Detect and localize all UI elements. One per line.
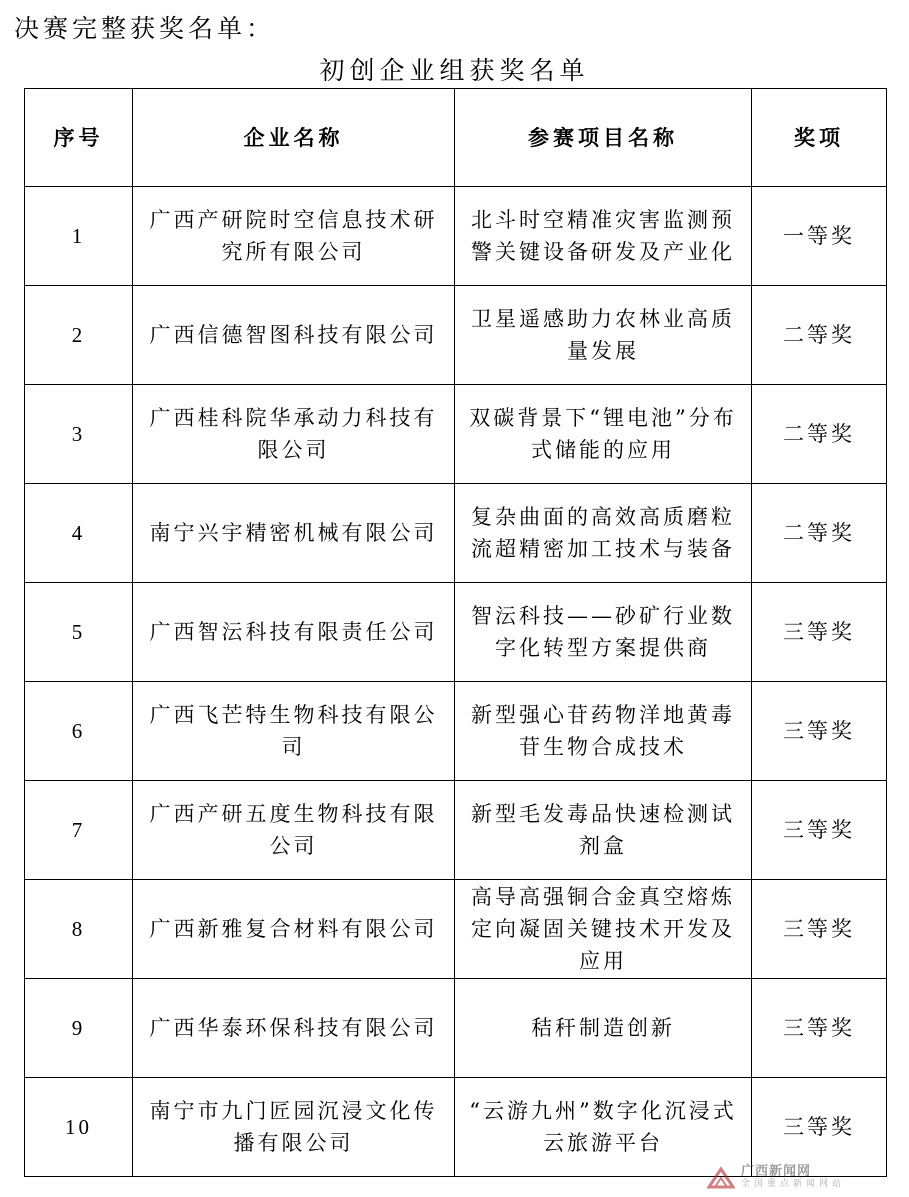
row-number: 7 [25, 781, 133, 880]
project-name: 复杂曲面的高效高质磨粒流超精密加工技术与装备 [455, 484, 752, 583]
table-header-row [25, 89, 887, 187]
news-site-watermark [707, 1163, 903, 1193]
table-row [25, 979, 887, 1078]
row-number: 1 [25, 187, 133, 286]
table-row [25, 781, 887, 880]
company-name: 广西智沄科技有限责任公司 [133, 583, 455, 682]
award-level: 三等奖 [752, 979, 887, 1078]
project-name: “云游九州”数字化沉浸式云旅游平台 [455, 1078, 752, 1177]
table-row [25, 880, 887, 979]
header-award: 奖项 [752, 89, 887, 187]
company-name: 广西桂科院华承动力科技有限公司 [133, 385, 455, 484]
table-row [25, 583, 887, 682]
company-name: 广西产研院时空信息技术研究所有限公司 [133, 187, 455, 286]
row-number: 3 [25, 385, 133, 484]
company-name: 南宁兴宇精密机械有限公司 [133, 484, 455, 583]
watermark-subtitle: 全国重点新闻网站 [741, 1179, 846, 1189]
row-number: 10 [25, 1078, 133, 1177]
site-logo-icon [707, 1165, 735, 1191]
watermark-title: 广西新闻网 [741, 1164, 812, 1179]
table-row [25, 682, 887, 781]
company-name: 广西华泰环保科技有限公司 [133, 979, 455, 1078]
award-level: 三等奖 [752, 880, 887, 979]
row-number: 8 [25, 880, 133, 979]
award-level: 二等奖 [752, 385, 887, 484]
award-level: 三等奖 [752, 1078, 887, 1177]
award-level: 三等奖 [752, 781, 887, 880]
company-name: 广西飞芒特生物科技有限公司 [133, 682, 455, 781]
company-name: 广西新雅复合材料有限公司 [133, 880, 455, 979]
table-title: 初创企业组获奖名单 [319, 56, 590, 85]
project-name: 北斗时空精准灾害监测预警关键设备研发及产业化 [455, 187, 752, 286]
project-name: 智沄科技——砂矿行业数字化转型方案提供商 [455, 583, 752, 682]
award-level: 二等奖 [752, 286, 887, 385]
table-row [25, 187, 887, 286]
table-row [25, 484, 887, 583]
project-name: 新型毛发毒品快速检测试剂盒 [455, 781, 752, 880]
table-row [25, 385, 887, 484]
company-name: 南宁市九门匠园沉浸文化传播有限公司 [133, 1078, 455, 1177]
project-name: 卫星遥感助力农林业高质量发展 [455, 286, 752, 385]
header-project: 参赛项目名称 [455, 89, 752, 187]
row-number: 4 [25, 484, 133, 583]
project-name: 新型强心苷药物洋地黄毒苷生物合成技术 [455, 682, 752, 781]
award-level: 二等奖 [752, 484, 887, 583]
header-number: 序号 [25, 89, 133, 187]
company-name: 广西信德智图科技有限公司 [133, 286, 455, 385]
project-name: 秸秆制造创新 [455, 979, 752, 1078]
page-heading: 决赛完整获奖名单： [14, 14, 276, 43]
header-company: 企业名称 [133, 89, 455, 187]
company-name: 广西产研五度生物科技有限公司 [133, 781, 455, 880]
awards-table [24, 88, 887, 1177]
table-row [25, 286, 887, 385]
row-number: 6 [25, 682, 133, 781]
project-name: 高导高强铜合金真空熔炼定向凝固关键技术开发及应用 [455, 880, 752, 979]
award-level: 一等奖 [752, 187, 887, 286]
row-number: 2 [25, 286, 133, 385]
award-level: 三等奖 [752, 682, 887, 781]
row-number: 9 [25, 979, 133, 1078]
award-level: 三等奖 [752, 583, 887, 682]
project-name: 双碳背景下“锂电池”分布式储能的应用 [455, 385, 752, 484]
row-number: 5 [25, 583, 133, 682]
table-row [25, 1078, 887, 1177]
